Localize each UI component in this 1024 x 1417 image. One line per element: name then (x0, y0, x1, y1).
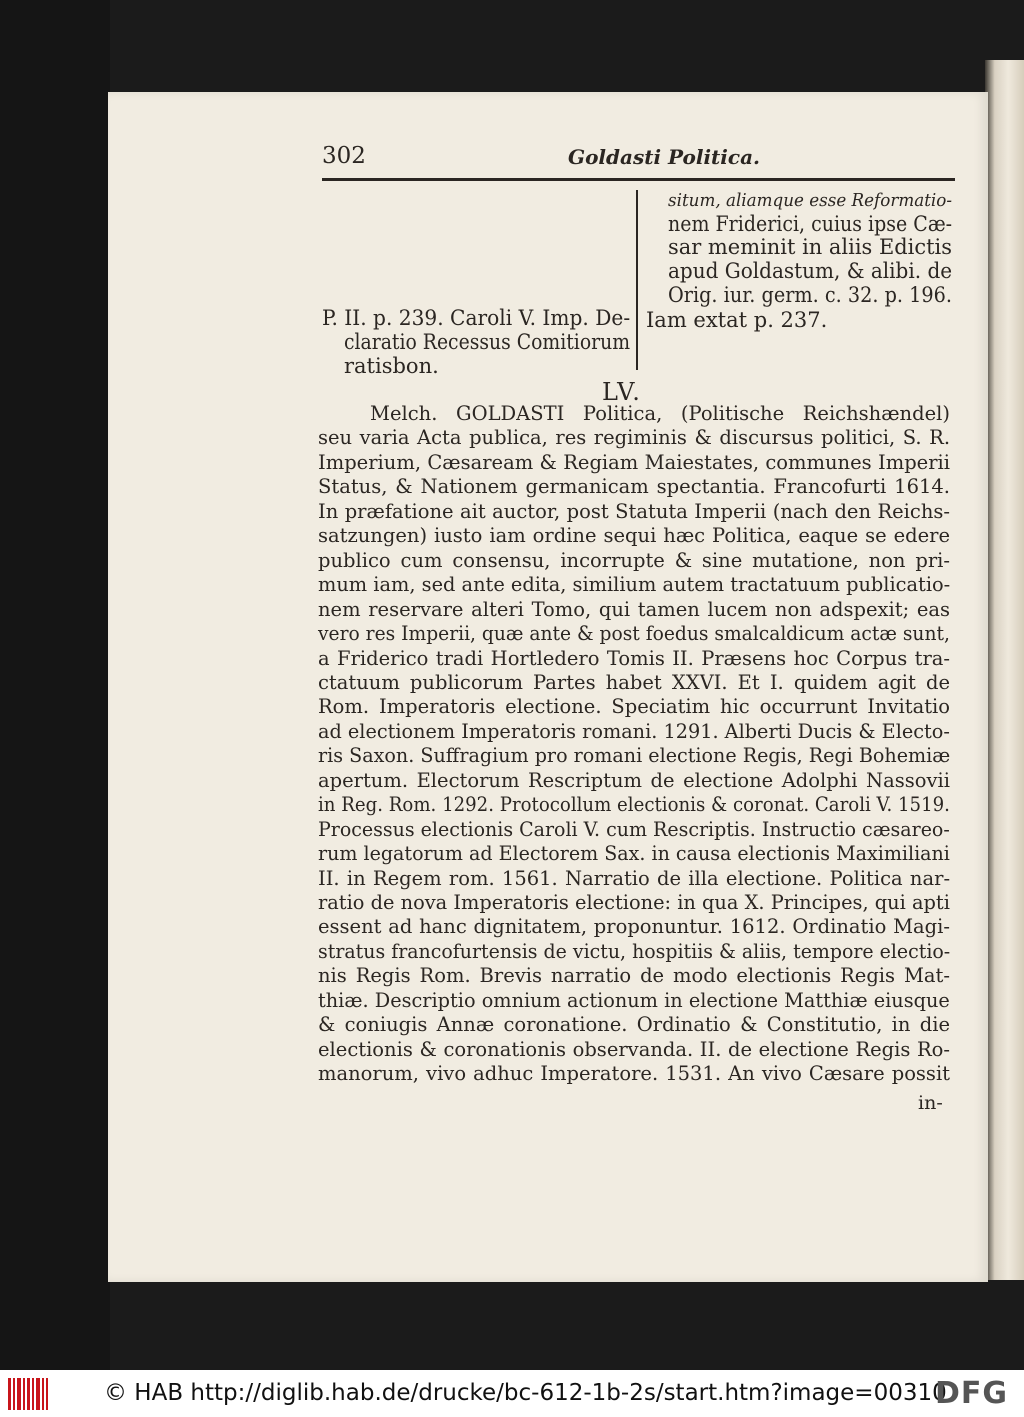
body-line: mum iam, sed ante edita, similium autem tractatuum publicatio- (318, 573, 951, 597)
column-divider (636, 190, 638, 370)
right-column-line: apud Goldastum, & alibi. de (668, 259, 953, 283)
body-line: publico cum consensu, incorrupte & sine mutatione, non pri- (318, 548, 950, 572)
page-number: 302 (322, 143, 366, 169)
body-line: II. in Regem rom. 1561. Narratio de illa electione. Politica nar- (318, 866, 951, 890)
body-line: nis Regis Rom. Brevis narratio de modo electionis Regis Mat- (318, 964, 950, 988)
right-column-line: Iam extat p. 237. (646, 308, 828, 332)
body-line: nem reservare alteri Tomo, qui tamen lucem non adspexit; eas (318, 597, 951, 621)
body-line: essent ad hanc dignitatem, proponuntur. 1612. Ordinatio Magi- (318, 915, 950, 939)
page-edge (985, 60, 1024, 1280)
body-line: Rom. Imperatoris electione. Speciatim hic occurrunt Invitatio (318, 695, 951, 719)
right-column-line: Orig. iur. germ. c. 32. p. 196. (668, 283, 952, 307)
footer-bar (0, 1370, 1024, 1417)
body-line: seu varia Acta publica, res regiminis & discursus politici, S. R. (318, 426, 951, 450)
section-heading: LV. (602, 378, 642, 406)
body-line: electionis & coronationis observanda. II. de electione Regis Ro- (318, 1037, 951, 1061)
body-line: & coniugis Annæ coronatione. Ordinatio & Constitutio, in die (318, 1013, 951, 1037)
running-head: Goldasti Politica. (568, 145, 760, 169)
right-column-line: sar meminit in aliis Edictis (668, 235, 952, 259)
body-line: vero res Imperii, quæ ante & post foedus smalcaldicum actæ sunt, (318, 622, 950, 646)
scanner-backdrop (0, 0, 110, 1370)
body-line: apertum. Electorum Rescriptum de electione Adolphi Nassovii (318, 768, 950, 792)
header-rule (322, 178, 955, 181)
body-line: ad electionem Imperatoris romani. 1291. Alberti Ducis & Electo- (318, 719, 950, 743)
body-line: a Friderico tradi Hortledero Tomis II. Præsens hoc Corpus tra- (318, 646, 950, 670)
copyright-link[interactable]: © HAB http://diglib.hab.de/drucke/bc-612-1b-2s/start.htm?image=00310 (104, 1380, 947, 1406)
barcode-icon (8, 1378, 48, 1410)
left-column-line: P. II. p. 239. Caroli V. Imp. De- (322, 306, 631, 330)
body-line: ris Saxon. Suffragium pro romani electione Regis, Regi Bohemiæ (318, 744, 951, 768)
dfg-logo: DFG (935, 1376, 1009, 1411)
left-column-line: claratio Recessus Comitiorum (344, 330, 631, 354)
catchword: in- (918, 1092, 943, 1114)
body-line: in Reg. Rom. 1292. Protocollum electionis & coronat. Caroli V. 1519. (318, 793, 950, 817)
body-line: Processus electionis Caroli V. cum Rescriptis. Instructio cæsareo- (318, 817, 950, 841)
right-column-line: nem Friderici, cuius ipse Cæ- (668, 212, 953, 236)
body-line: Status, & Nationem germanicam spectantia. Francofurti 1614. (318, 475, 950, 499)
body-line: thiæ. Descriptio omnium actionum in electione Matthiæ eiusque (318, 988, 950, 1012)
body-line: ctatuum publicorum Partes habet XXVI. Et I. quidem agit de (318, 670, 950, 694)
left-column-line: ratisbon. (344, 354, 439, 378)
body-line: Imperium, Cæsaream & Regiam Maiestates, communes Imperii (318, 450, 951, 474)
body-line: stratus francofurtensis de victu, hospitiis & aliis, tempore electio- (318, 939, 951, 963)
body-line: Melch. GOLDASTI Politica, (Politische Reichshændel) (370, 402, 950, 425)
body-line: satzungen) iusto iam ordine sequi hæc Politica, eaque se edere (318, 524, 951, 548)
body-line: ratio de nova Imperatoris electione: in qua X. Principes, qui apti (318, 891, 950, 914)
right-column-line: situm, aliamque esse Reformatio- (668, 190, 953, 211)
body-line: manorum, vivo adhuc Imperatore. 1531. An vivo Cæsare possit (318, 1062, 951, 1086)
body-line: rum legatorum ad Electorem Sax. in causa electionis Maximiliani (318, 842, 950, 866)
body-line: In præfatione ait auctor, post Statuta Imperii (nach den Reichs- (318, 499, 950, 523)
